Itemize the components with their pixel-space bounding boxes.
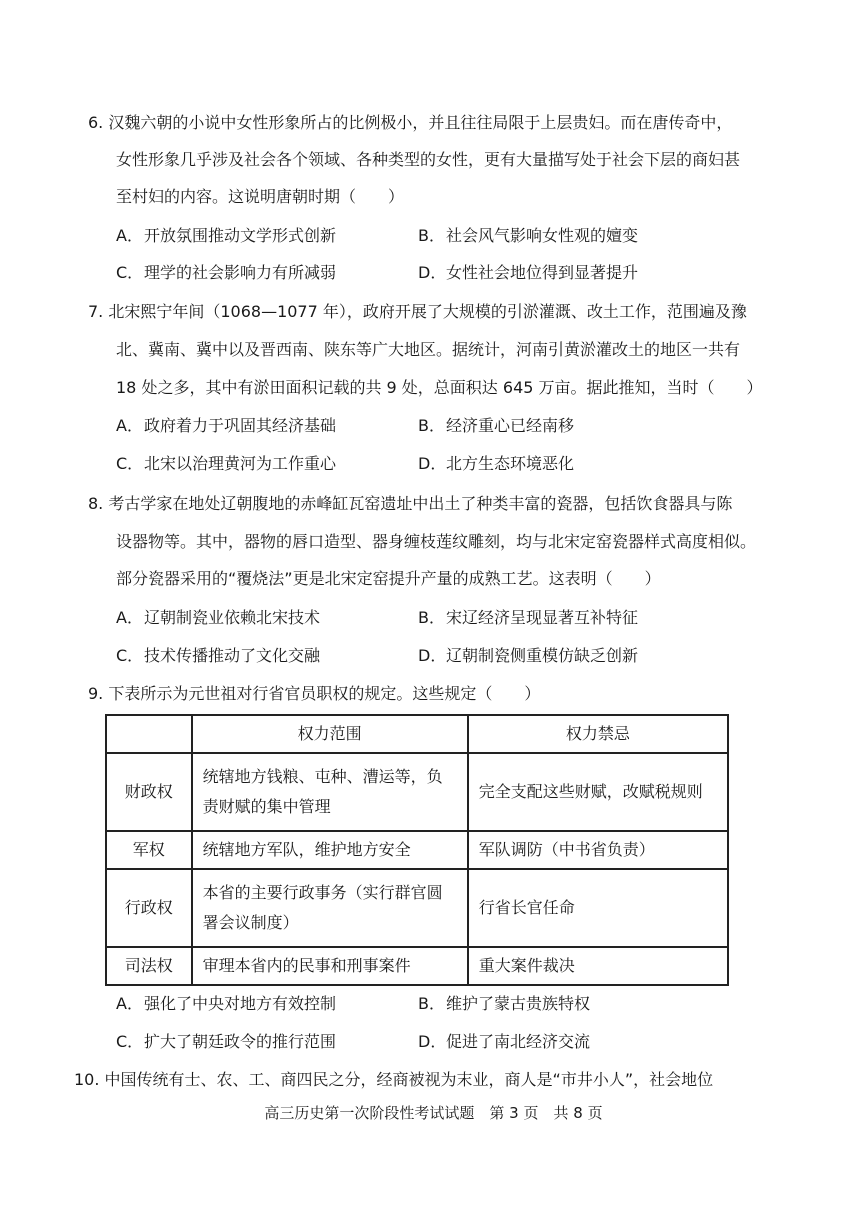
q8-option-d (418, 645, 638, 667)
option-text: 强化了中央对地方有效控制 (144, 994, 337, 1013)
option-text: 促进了南北经济交流 (446, 1032, 591, 1051)
table-row (106, 869, 728, 947)
option-letter: B． (418, 994, 445, 1013)
table-cell: 本省的主要行政事务（实行群官圆署会议制度） (192, 869, 468, 947)
table-cell: 统辖地方钱粮、屯种、漕运等，负责财赋的集中管理 (192, 753, 468, 831)
q9-option-b (418, 993, 590, 1015)
table-cell: 重大案件裁决 (468, 947, 728, 985)
q8-line-2: 设器物等。其中，器物的唇口造型、器身缠枝莲纹雕刻，均与北宋定窑瓷器样式高度相似。 (116, 532, 757, 551)
option-letter: A． (116, 608, 143, 627)
q6-option-a (116, 225, 336, 247)
q7-option-b (418, 415, 574, 437)
table-header-row (106, 715, 728, 753)
option-letter: C． (116, 454, 144, 473)
table-cell: 完全支配这些财赋，改赋税规则 (468, 753, 728, 831)
option-text: 辽朝制瓷业依赖北宋技术 (144, 608, 321, 627)
option-text: 政府着力于巩固其经济基础 (144, 416, 337, 435)
table-header-cell: 权力禁忌 (468, 715, 728, 753)
table-row (106, 753, 728, 831)
table-cell: 军队调防（中书省负责） (468, 831, 728, 869)
option-text: 北方生态环境恶化 (446, 454, 575, 473)
table-cell: 财政权 (106, 753, 192, 831)
option-text: 经济重心已经南移 (446, 416, 575, 435)
option-text: 辽朝制瓷侧重模仿缺乏创新 (446, 646, 639, 665)
q6-line-3: 至村妇的内容。这说明唐朝时期（ ） (116, 187, 405, 206)
q8-line-1: 8. 考古学家在地处辽朝腹地的赤峰缸瓦窑遗址中出土了种类丰富的瓷器，包括饮食器具与陈 (88, 494, 733, 513)
q6-line-1: 6. 汉魏六朝的小说中女性形象所占的比例极小，并且往往局限于上层贵妇。而在唐传奇中， (88, 113, 733, 132)
option-letter: C． (116, 263, 144, 282)
q9-stem: 9. 下表所示为元世祖对行省官员职权的规定。这些规定（ ） (88, 684, 541, 703)
option-text: 宋辽经济呈现显著互补特征 (446, 608, 639, 627)
q8-option-b (418, 607, 638, 629)
q9-option-d (418, 1031, 590, 1053)
option-text: 女性社会地位得到显著提升 (446, 263, 639, 282)
q8-option-c (116, 645, 320, 667)
option-text: 维护了蒙古贵族特权 (446, 994, 591, 1013)
option-letter: D． (418, 646, 447, 665)
q10-line-1: 10. 中国传统有士、农、工、商四民之分，经商被视为末业，商人是“市井小人”，社会地位 (74, 1070, 714, 1089)
table-header-cell: 权力范围 (192, 715, 468, 753)
table-cell: 统辖地方军队，维护地方安全 (192, 831, 468, 869)
table-cell: 司法权 (106, 947, 192, 985)
q8-line-3: 部分瓷器采用的“覆烧法”更是北宋定窑提升产量的成熟工艺。这表明（ ） (116, 569, 661, 588)
option-letter: C． (116, 646, 144, 665)
option-letter: A． (116, 416, 143, 435)
table-cell: 行省长官任命 (468, 869, 728, 947)
q6-option-c (116, 262, 336, 284)
option-letter: C． (116, 1032, 144, 1051)
option-text: 北宋以治理黄河为工作重心 (144, 454, 337, 473)
q9-option-c (116, 1031, 336, 1053)
option-text: 理学的社会影响力有所减弱 (144, 263, 337, 282)
option-text: 扩大了朝廷政令的推行范围 (144, 1032, 337, 1051)
q6-option-b (418, 225, 638, 247)
option-letter: B． (418, 608, 445, 627)
page-footer: 高三历史第一次阶段性考试试题 第 3 页 共 8 页 (264, 1104, 603, 1122)
option-letter: B． (418, 416, 445, 435)
option-letter: D． (418, 1032, 447, 1051)
table-cell: 行政权 (106, 869, 192, 947)
option-text: 开放氛围推动文学形式创新 (144, 226, 337, 245)
q7-line-2: 北、冀南、冀中以及晋西南、陕东等广大地区。据统计，河南引黄淤灌改土的地区一共有 (116, 340, 741, 359)
q7-option-c (116, 453, 336, 475)
option-text: 社会风气影响女性观的嬗变 (446, 226, 639, 245)
table-row (106, 947, 728, 985)
table-cell: 军权 (106, 831, 192, 869)
table-cell: 审理本省内的民事和刑事案件 (192, 947, 468, 985)
q7-option-d (418, 453, 574, 475)
option-text: 技术传播推动了文化交融 (144, 646, 321, 665)
q7-option-a (116, 415, 336, 437)
q9-option-a (116, 993, 336, 1015)
q6-line-2: 女性形象几乎涉及社会各个领域、各种类型的女性，更有大量描写处于社会下层的商妇甚 (116, 150, 741, 169)
option-letter: D． (418, 263, 447, 282)
table-header-cell (106, 715, 192, 753)
q7-line-3: 18 处之多，其中有淤田面积记载的共 9 处，总面积达 645 万亩。据此推知，当时（ ） (116, 378, 763, 397)
q6-option-d (418, 262, 638, 284)
q8-option-a (116, 607, 320, 629)
official-powers-table (105, 714, 729, 986)
option-letter: D． (418, 454, 447, 473)
option-letter: A． (116, 994, 143, 1013)
option-letter: B． (418, 226, 445, 245)
table-row (106, 831, 728, 869)
q7-line-1: 7. 北宋熙宁年间（1068—1077 年），政府开展了大规模的引淤灌溉、改土工作，范围遍及豫 (88, 302, 747, 321)
option-letter: A． (116, 226, 143, 245)
